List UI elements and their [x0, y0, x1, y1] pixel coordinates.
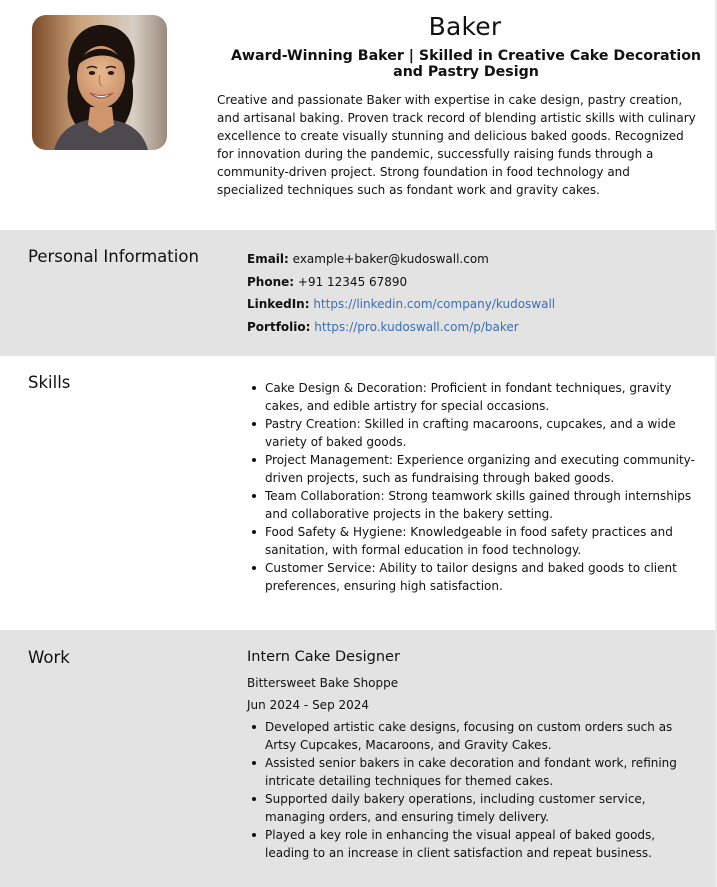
list-item: Project Management: Experience organizing and executing community-driven projects, such as fundraising through baked goods. — [247, 451, 702, 487]
list-item: Assisted senior bakers in cake decoration and fondant work, refining intricate detailing techniques for themed cakes. — [247, 754, 702, 790]
email-row — [247, 248, 702, 271]
portfolio-link[interactable]: https://pro.kudoswall.com/p/baker — [314, 319, 519, 334]
list-item: Developed artistic cake designs, focusing on custom orders such as Artsy Cupcakes, Macaroons, and Gravity Cakes. — [247, 718, 702, 754]
job-company: Bittersweet Bake Shoppe — [247, 676, 399, 690]
personal-info-list — [247, 248, 702, 338]
work-content — [247, 648, 702, 862]
resume-header — [0, 0, 715, 230]
linkedin-row — [247, 293, 702, 316]
personal-information-section — [0, 230, 715, 356]
work-responsibilities-list — [247, 718, 702, 862]
list-item: Supported daily bakery operations, including customer service, managing orders, and ensuring timely delivery. — [247, 790, 702, 826]
skills-list — [247, 379, 702, 595]
candidate-headline: Award-Winning Baker | Skilled in Creative Cake Decoration and Pastry Design — [230, 48, 702, 80]
work-section — [0, 630, 715, 887]
phone-value: +91 12345 67890 — [297, 274, 408, 289]
section-title-skills: Skills — [28, 373, 71, 392]
job-title: Intern Cake Designer — [247, 649, 400, 665]
phone-label: Phone: — [247, 274, 295, 289]
profile-summary: Creative and passionate Baker with expertise in cake design, pastry creation, and artisanal baking. Proven track record of blending artistic skills with culinary excellence to create visually stunning and delicious baked goods. Recognized for innovation during the pandemic, successfully raising funds through a community-driven project. Strong foundation in food technology and specialized techniques such as fondant work and gravity cakes. — [217, 93, 696, 197]
skills-content — [247, 379, 702, 595]
linkedin-link[interactable]: https://linkedin.com/company/kudoswall — [313, 297, 556, 312]
portfolio-label: Portfolio: — [247, 319, 311, 334]
linkedin-label: LinkedIn: — [247, 297, 310, 312]
section-title-personal: Personal Information — [28, 247, 199, 266]
list-item: Played a key role in enhancing the visual appeal of baked goods, leading to an increase in client satisfaction and repeat business. — [247, 826, 702, 862]
list-item: Team Collaboration: Strong teamwork skills gained through internships and collaborative projects in the bakery setting. — [247, 487, 702, 523]
list-item: Food Safety & Hygiene: Knowledgeable in food safety practices and sanitation, with formal education in food technology. — [247, 523, 702, 559]
portfolio-row — [247, 316, 702, 339]
email-label: Email: — [247, 252, 289, 266]
list-item: Cake Design & Decoration: Proficient in fondant techniques, gravity cakes, and edible artistry for special occasions. — [247, 379, 702, 415]
list-item: Pastry Creation: Skilled in crafting macaroons, cupcakes, and a wide variety of baked goods. — [247, 415, 702, 451]
section-title-work: Work — [28, 648, 70, 667]
job-dates: Jun 2024 - Sep 2024 — [247, 698, 370, 712]
email-value[interactable]: example+baker@kudoswall.com — [292, 252, 489, 266]
phone-row — [247, 271, 702, 294]
avatar — [32, 15, 167, 150]
candidate-name: Baker — [428, 12, 502, 41]
profile-photo-icon — [32, 15, 167, 150]
skills-section — [0, 356, 715, 630]
list-item: Customer Service: Ability to tailor designs and baked goods to client preferences, ensuring high satisfaction. — [247, 559, 702, 595]
